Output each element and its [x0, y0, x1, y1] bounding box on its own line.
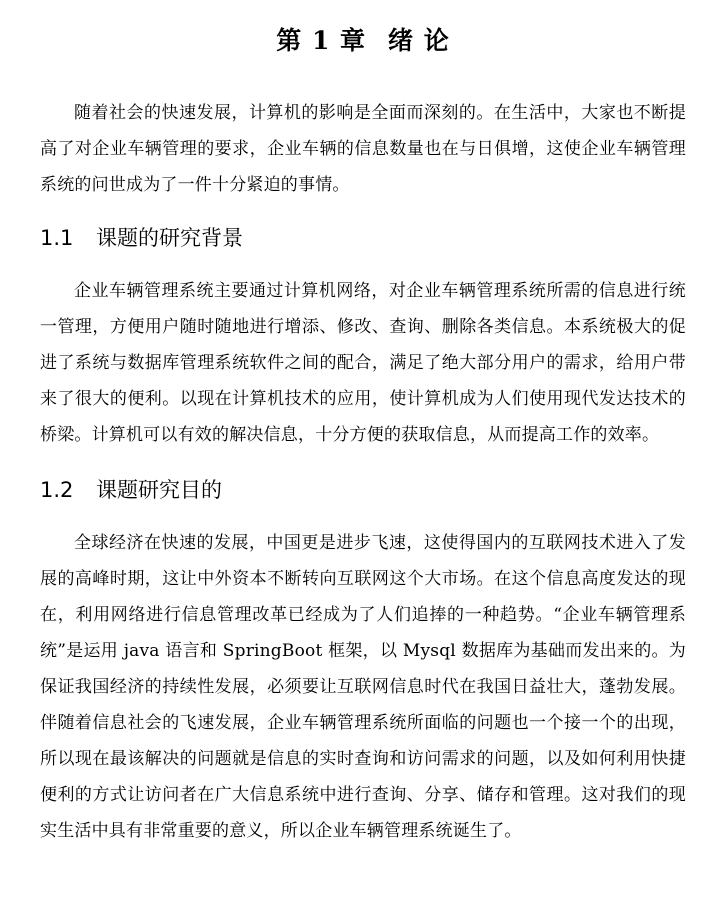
- section-number: 1.1: [40, 226, 74, 250]
- chapter-title: [40, 24, 686, 58]
- intro-paragraph: 随着社会的快速发展，计算机的影响是全面而深刻的。在生活中，大家也不断提高了对企业车辆管理的要求，企业车辆的信息数量也在与日俱增，这使企业车辆管理系统的问世成为了一件十分紧迫的事情。: [40, 103, 686, 195]
- background-paragraph: 企业车辆管理系统主要通过计算机网络，对企业车辆管理系统所需的信息进行统一管理，方便用户随时随地进行增添、修改、查询、删除各类信息。本系统极大的促进了系统与数据库管理系统软件之间的配合，满足了绝大部分用户的需求，给用户带来了很大的便利。以现在计算机技术的应用，使计算机成为人们使用现代发达技术的桥梁。计算机可以有效的解决信息，十分方便的获取信息，从而提高工作的效率。: [40, 281, 686, 445]
- purpose-paragraph: 全球经济在快速的发展，中国更是进步飞速，这使得国内的互联网技术进入了发展的高峰时期，这让中外资本不断转向互联网这个大市场。在这个信息高度发达的现在，利用网络进行信息管理改革已经成为了人们追捧的一种趋势。“企业车辆管理系统”是运用 java 语言和 SpringBoot 框架，以 Mysql 数据库为基础而发出来的。为保证我国经济的持续性发展，必须要让互联网信息时代在我国日益壮大，蓬勃发展。伴随着信息社会的飞速发展，企业车辆管理系统所面临的问题也一个接一个的出现，所以现在最该解决的问题就是信息的实时查询和访问需求的问题，以及如何利用快捷便利的方式让访问者在广大信息系统中进行查询、分享、储存和管理。这对我们的现实生活中具有非常重要的意义，所以企业车辆管理系统诞生了。: [40, 533, 686, 841]
- section-heading-1-2: [40, 475, 686, 505]
- chapter-number: 第 1 章: [276, 26, 367, 55]
- section-heading-1-1: [40, 223, 686, 253]
- chapter-name: 绪 论: [388, 26, 450, 55]
- section-title-text: 课题研究目的: [96, 478, 222, 502]
- section-title-text: 课题的研究背景: [96, 226, 243, 250]
- section-number: 1.2: [40, 478, 74, 502]
